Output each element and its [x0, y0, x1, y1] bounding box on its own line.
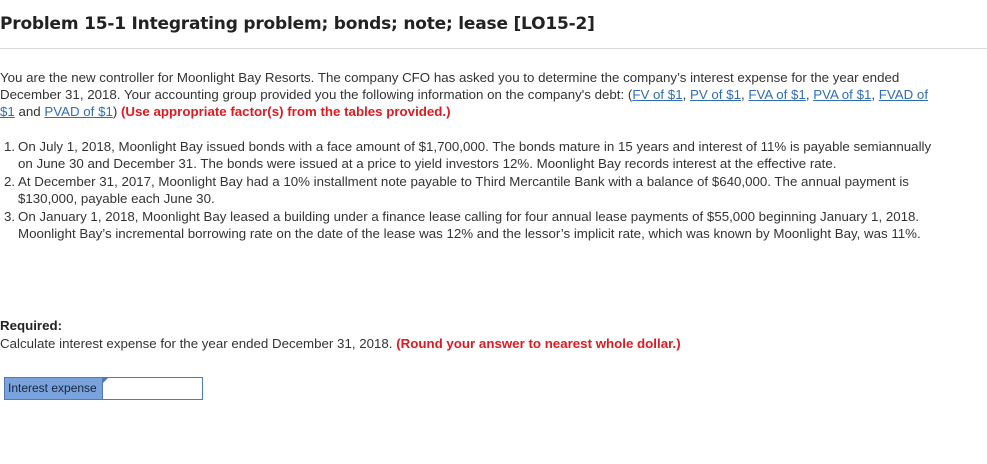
list-item-text: On January 1, 2018, Moonlight Bay leased a building under a finance lease calling for four annual lease payments of $55,000 beginning January 1, 2018. Moonlight Bay’s incremental borrowing rate on the date of the lease was 12% and the lessor’s implicit rate, which was known by Moonlight Bay, was 11%.	[18, 209, 921, 241]
debt-info-list	[0, 138, 940, 243]
interest-expense-label: Interest expense	[4, 377, 103, 400]
page-title: Problem 15-1 Integrating problem; bonds; note; lease [LO15-2]	[0, 14, 595, 34]
fv-table-link[interactable]: FV of $1	[632, 87, 683, 102]
separator: ,	[741, 87, 749, 102]
separator: ,	[871, 87, 879, 102]
pv-table-link[interactable]: PV of $1	[689, 87, 741, 102]
fvad-table-link[interactable]: FVAD of $1	[0, 87, 929, 119]
intro-text: You are the new controller for Moonlight Bay Resorts. The company CFO has asked you to determine the company’s interest expense for the year ended December 31, 2018. Your accounting group provided you the following information on the company's debt: (	[0, 70, 900, 102]
list-item-number: 1.	[4, 139, 16, 154]
closing-paren: )	[112, 104, 121, 119]
separator: ,	[682, 87, 690, 102]
list-item-text: At December 31, 2017, Moonlight Bay had a 10% installment note payable to Third Mercantile Bank with a balance of $640,000. The annual payment is $130,000, payable each June 30.	[18, 174, 909, 206]
rounding-instruction: (Round your answer to nearest whole dollar.)	[396, 336, 681, 351]
fva-table-link[interactable]: FVA of $1	[748, 87, 806, 102]
interest-expense-input[interactable]	[103, 377, 203, 400]
list-item-number: 3.	[4, 209, 16, 224]
input-corner-marker-icon	[103, 377, 109, 383]
pva-table-link[interactable]: PVA of $1	[813, 87, 872, 102]
pvad-table-link[interactable]: PVAD of $1	[44, 104, 113, 119]
list-item	[0, 138, 940, 172]
separator: ,	[805, 87, 814, 102]
factor-instruction: (Use appropriate factor(s) from the tables provided.)	[121, 104, 451, 119]
required-question: Calculate interest expense for the year ended December 31, 2018.	[0, 336, 397, 351]
list-item	[0, 173, 940, 207]
list-item-text: On July 1, 2018, Moonlight Bay issued bonds with a face amount of $1,700,000. The bonds mature in 15 years and interest of 11% is payable semiannually on June 30 and December 31. The bonds were issued at a price to yield investors 12%. Moonlight Bay records interest at the effective rate.	[18, 139, 932, 171]
intro-paragraph	[0, 69, 935, 120]
divider	[0, 48, 987, 49]
list-item	[0, 208, 940, 242]
list-item-number: 2.	[4, 174, 16, 189]
conjunction: and	[14, 104, 45, 119]
answer-input-wrap	[103, 377, 203, 400]
required-label: Required:	[0, 318, 63, 333]
required-text	[0, 335, 940, 352]
answer-row	[4, 377, 203, 400]
